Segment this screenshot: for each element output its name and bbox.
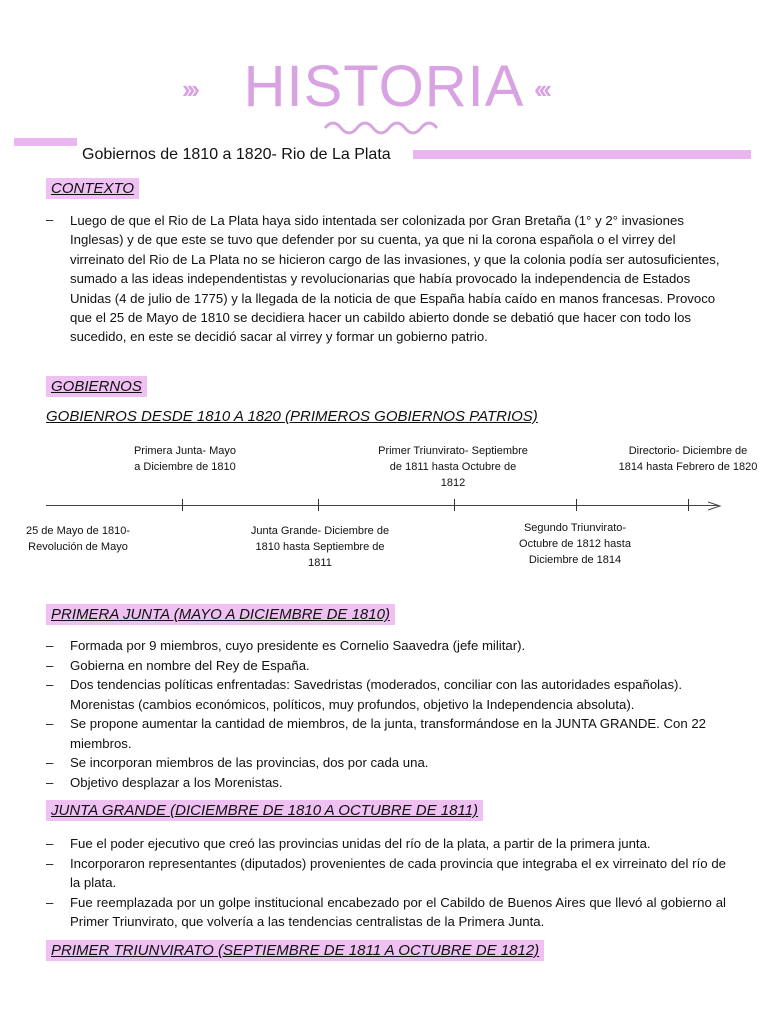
timeline-label-revolucion-mayo: 25 de Mayo de 1810-Revolución de Mayo: [26, 525, 130, 553]
list-item: – Fue el poder ejecutivo que creó las provincias unidas del río de la plata, a partir de la primera junta.: [46, 834, 726, 854]
list-item: – Incorporaron representantes (diputados) provenientes de cada provincia que integraba el ex virreinato del río de la plata.: [46, 854, 726, 893]
timeline-tick: [576, 499, 577, 511]
junta-grande-list: [46, 834, 726, 932]
timeline-tick: [454, 499, 455, 511]
contexto-text: Luego de que el Rio de La Plata haya sido intentada ser colonizada por Gran Bretaña (1° y 2° invasiones Inglesas) y de que este se tuvo que defender por su cuenta, ya que ni la corona española o el virrey del virreinato del Rio de La Plata no se hicieron cargo de las invasiones, y que la colonia podía ser autosuficientes, sumado a las ideas independentistas y revolucionarias que había provocado la independencia de Estados Unidas (4 de julio de 1775) y la llegada de la noticia de que España había caído en manos francesas. Provoco que el 25 de Mayo de 1810 se decidiera hacer un cabildo abierto donde se debatió que hacer con todo los sucedido, en este se decidió sacar al virrey y formar un gobierno patrio.: [70, 213, 720, 345]
timeline-tick: [318, 499, 319, 511]
title-squiggle-icon: [320, 116, 450, 138]
list-item: – Se propone aumentar la cantidad de miembros, de la junta, transformándose en la JUNTA GRANDE. Con 22 miembros.: [46, 714, 726, 753]
timeline-tick: [688, 499, 689, 511]
section-contexto-title: CONTEXTO: [46, 178, 139, 199]
timeline-heading: GOBIENROS DESDE 1810 A 1820 (PRIMEROS GOBIERNOS PATRIOS): [46, 408, 538, 425]
section-gobiernos-title: GOBIERNOS: [46, 376, 147, 397]
subtitle-bar-left: [14, 138, 77, 146]
list-item: – Dos tendencias políticas enfrentadas: Savedristas (moderados, conciliar con las autoridades españolas). Morenistas (cambios económicos, políticos, muy profundos, objetivo la Independencia absoluta).: [46, 675, 726, 714]
title-arrows-right-icon: ‹‹‹: [534, 74, 548, 104]
section-primera-junta-title: PRIMERA JUNTA (MAYO A DICIEMBRE DE 1810): [46, 604, 395, 625]
page-title: HISTORIA: [243, 54, 525, 119]
section-junta-grande-title: JUNTA GRANDE (DICIEMBRE DE 1810 A OCTUBRE DE 1811): [46, 800, 483, 821]
timeline-label-junta-grande: Junta Grande- Diciembre de 1810 hasta Septiembre de 1811: [250, 525, 390, 569]
primera-junta-list: [46, 636, 726, 792]
timeline-label-primera-junta: Primera Junta- Mayo a Diciembre de 1810: [133, 445, 237, 473]
page-subtitle: Gobiernos de 1810 a 1820- Rio de La Plata: [82, 146, 391, 163]
timeline-arrow-icon: [708, 500, 722, 512]
list-dash: –: [46, 212, 54, 227]
list-item: – Se incorporan miembros de las provincias, dos por cada una.: [46, 753, 726, 773]
list-item: – Fue reemplazada por un golpe institucional encabezado por el Cabildo de Buenos Aires que llevó al gobierno al Primer Triunvirato, que volvería a las tendencias centralistas de la Primera Junta.: [46, 893, 726, 932]
list-item: – Gobierna en nombre del Rey de España.: [46, 656, 726, 676]
title-arrows-left-icon: ›››: [182, 74, 196, 104]
subtitle-bar-right: [413, 150, 751, 159]
timeline-tick: [182, 499, 183, 511]
list-item: – Formada por 9 miembros, cuyo presidente es Cornelio Saavedra (jefe militar).: [46, 636, 726, 656]
list-item: – Objetivo desplazar a los Morenistas.: [46, 773, 726, 793]
timeline-label-primer-triunvirato: Primer Triunvirato- Septiembre de 1811 hasta Octubre de 1812: [378, 445, 528, 489]
timeline-label-directorio: Directorio- Diciembre de 1814 hasta Febrero de 1820: [618, 445, 758, 473]
section-primer-triunvirato-title: PRIMER TRIUNVIRATO (SEPTIEMBRE DE 1811 A OCTUBRE DE 1812): [46, 940, 544, 961]
timeline-label-segundo-triunvirato: Segundo Triunvirato-Octubre de 1812 hasta Diciembre de 1814: [519, 522, 631, 566]
timeline-line: [46, 505, 718, 506]
